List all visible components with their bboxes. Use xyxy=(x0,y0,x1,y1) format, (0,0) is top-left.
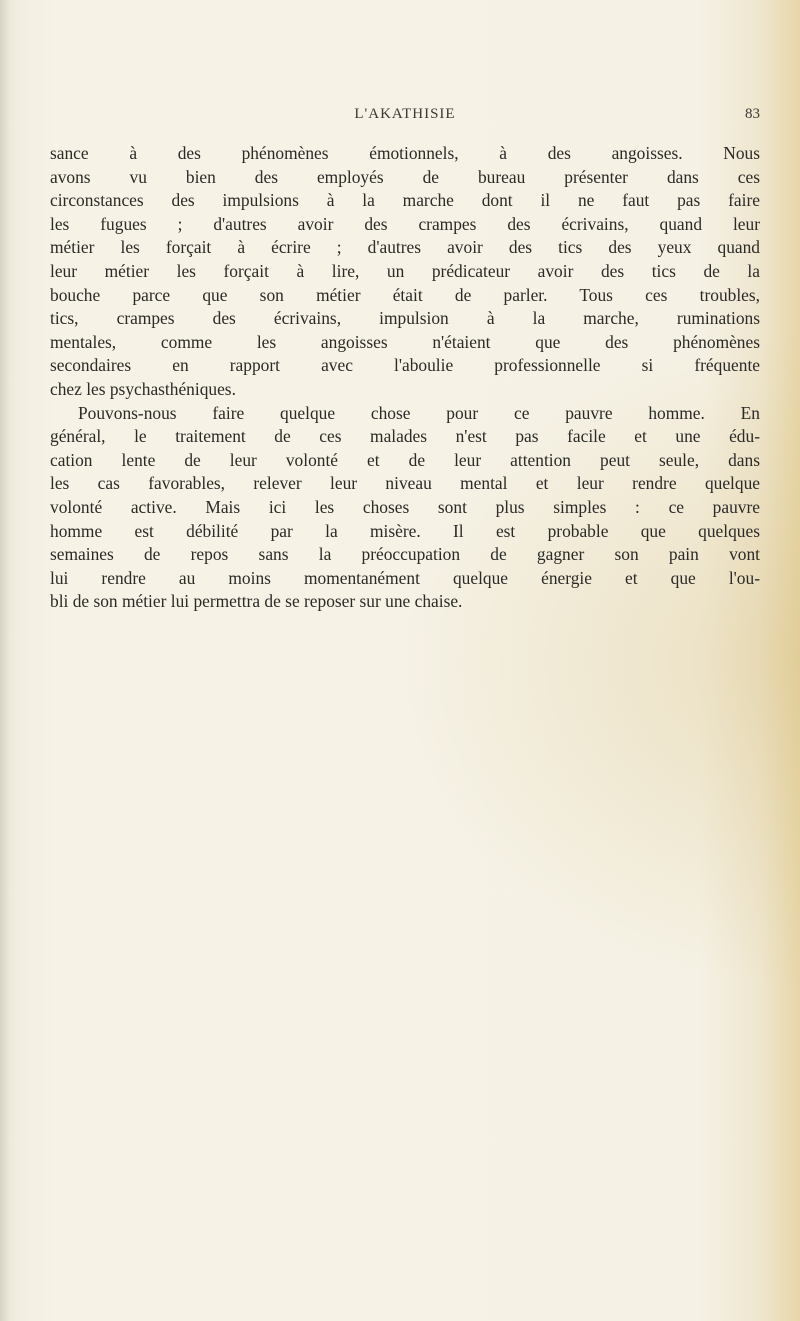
text-line: chez les psychasthéniques. xyxy=(50,378,236,399)
text-line: mentales, comme les angoisses n'étaient que des phénomènes xyxy=(50,331,760,352)
text-line: homme est débilité par la misère. Il est probable que quelques xyxy=(50,520,760,541)
text-line: avons vu bien des employés de bureau présenter dans ces xyxy=(50,166,760,187)
text-line: Pouvons-nous faire quelque chose pour ce pauvre homme. En xyxy=(78,402,760,423)
text-line: bouche parce que son métier était de parler. Tous ces troubles, xyxy=(50,284,760,305)
page-gutter-shadow xyxy=(0,0,10,1321)
paragraph-1 xyxy=(50,142,760,402)
text-line: lui rendre au moins momentanément quelque énergie et que l'ou- xyxy=(50,567,760,588)
text-line: les fugues ; d'autres avoir des crampes des écrivains, quand leur xyxy=(50,213,760,234)
page-number: 83 xyxy=(745,106,760,122)
running-title: L'AKATHISIE xyxy=(354,106,456,122)
text-line: bli de son métier lui permettra de se reposer sur une chaise. xyxy=(50,591,463,612)
text-line: circonstances des impulsions à la marche dont il ne faut pas faire xyxy=(50,190,760,211)
text-line: les cas favorables, relever leur niveau mental et leur rendre quelque xyxy=(50,473,760,494)
body-text xyxy=(50,142,760,614)
text-line: semaines de repos sans la préoccupation de gagner son pain vont xyxy=(50,544,760,565)
paragraph-2 xyxy=(50,402,760,614)
text-line: volonté active. Mais ici les choses sont plus simples : ce pauvre xyxy=(50,496,760,517)
running-head xyxy=(50,106,760,130)
text-line: sance à des phénomènes émotionnels, à des angoisses. Nous xyxy=(50,143,760,163)
text-line: cation lente de leur volonté et de leur attention peut seule, dans xyxy=(50,449,760,470)
text-line: leur métier les forçait à lire, un prédicateur avoir des tics de la xyxy=(50,260,760,281)
text-line: secondaires en rapport avec l'aboulie professionnelle si fréquente xyxy=(50,355,760,376)
text-line: tics, crampes des écrivains, impulsion à la marche, ruminations xyxy=(50,308,760,329)
text-line: métier les forçait à écrire ; d'autres avoir des tics des yeux quand xyxy=(50,237,760,258)
text-line: général, le traitement de ces malades n'est pas facile et une édu- xyxy=(50,426,760,447)
